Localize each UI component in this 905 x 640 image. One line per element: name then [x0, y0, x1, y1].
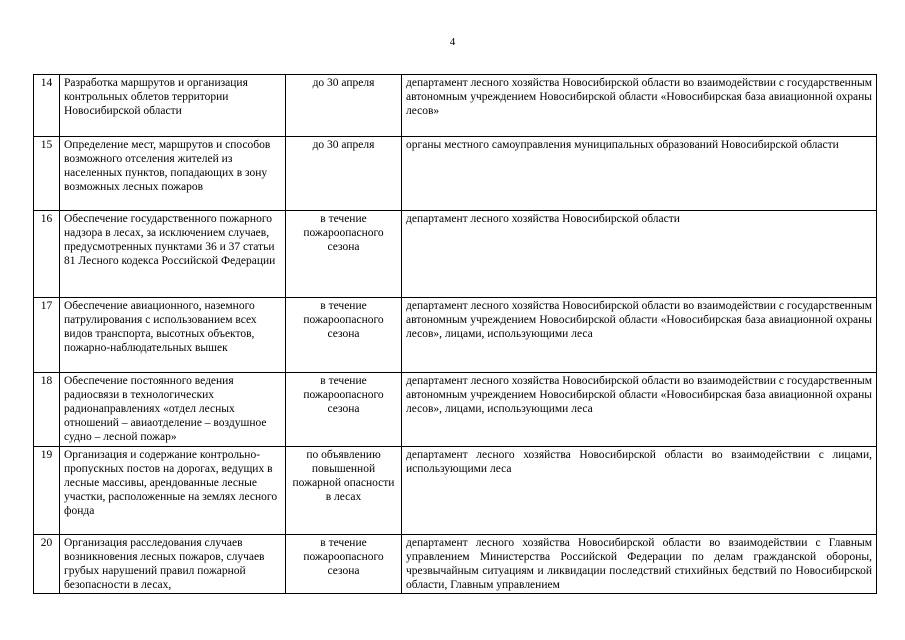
task-cell: Обеспечение государственного пожарного надзора в лесах, за исключением случаев, предусмотренных пунктами 36 и 37 статьи 81 Лесного кодекса Российской Федерации — [60, 211, 286, 298]
responsible-cell: департамент лесного хозяйства Новосибирской области во взаимодействии с лицами, использующими леса — [402, 447, 877, 535]
task-cell: Организация расследования случаев возникновения лесных пожаров, случаев грубых нарушений правил пожарной безопасности в лесах, — [60, 535, 286, 594]
page-number: 4 — [449, 36, 456, 48]
table-row — [34, 447, 877, 535]
row-number: 16 — [34, 211, 60, 298]
deadline-cell: в течение пожароопасного сезона — [286, 298, 402, 373]
table-row — [34, 211, 877, 298]
measures-table — [33, 74, 877, 594]
deadline-cell: до 30 апреля — [286, 75, 402, 137]
deadline-cell: по объявлению повышенной пожарной опасности в лесах — [286, 447, 402, 535]
row-number: 18 — [34, 373, 60, 447]
responsible-cell: департамент лесного хозяйства Новосибирской области — [402, 211, 877, 298]
responsible-cell: департамент лесного хозяйства Новосибирской области во взаимодействии с Главным управлением Министерства Российской Федерации по делам гражданской обороны, чрезвычайным ситуациям и ликвидации последствий стихийных бедствий по Новосибирской области, Главным управлением — [402, 535, 877, 594]
row-number: 20 — [34, 535, 60, 594]
table-row — [34, 137, 877, 211]
deadline-cell: до 30 апреля — [286, 137, 402, 211]
deadline-cell: в течение пожароопасного сезона — [286, 211, 402, 298]
responsible-cell: органы местного самоуправления муниципальных образований Новосибирской области — [402, 137, 877, 211]
row-number: 17 — [34, 298, 60, 373]
task-cell: Организация и содержание контрольно-пропускных постов на дорогах, ведущих в лесные массивы, арендованные лесные участки, расположенные на землях лесного фонда — [60, 447, 286, 535]
row-number: 19 — [34, 447, 60, 535]
table-row — [34, 373, 877, 447]
responsible-cell: департамент лесного хозяйства Новосибирской области во взаимодействии с государственным автономным учреждением Новосибирской области «Новосибирская база авиационной охраны лесов», лицами, использующими леса — [402, 298, 877, 373]
table-row — [34, 298, 877, 373]
task-cell: Определение мест, маршрутов и способов возможного отселения жителей из населенных пунктов, попадающих в зону возможных лесных пожаров — [60, 137, 286, 211]
responsible-cell: департамент лесного хозяйства Новосибирской области во взаимодействии с государственным автономным учреждением Новосибирской области «Новосибирская база авиационной охраны лесов», лицами, использующими леса — [402, 373, 877, 447]
responsible-cell: департамент лесного хозяйства Новосибирской области во взаимодействии с государственным автономным учреждением Новосибирской области «Новосибирская база авиационной охраны лесов» — [402, 75, 877, 137]
table-row — [34, 535, 877, 594]
task-cell: Обеспечение постоянного ведения радиосвязи в технологических радионаправлениях «отдел лесных отношений – авиаотделение – воздушное судно – лесной пожар» — [60, 373, 286, 447]
row-number: 15 — [34, 137, 60, 211]
task-cell: Разработка маршрутов и организация контрольных облетов территории Новосибирской области — [60, 75, 286, 137]
table-row — [34, 75, 877, 137]
row-number: 14 — [34, 75, 60, 137]
deadline-cell: в течение пожароопасного сезона — [286, 535, 402, 594]
task-cell: Обеспечение авиационного, наземного патрулирования с использованием всех видов транспорта, высотных объектов, пожарно-наблюдательных вышек — [60, 298, 286, 373]
deadline-cell: в течение пожароопасного сезона — [286, 373, 402, 447]
